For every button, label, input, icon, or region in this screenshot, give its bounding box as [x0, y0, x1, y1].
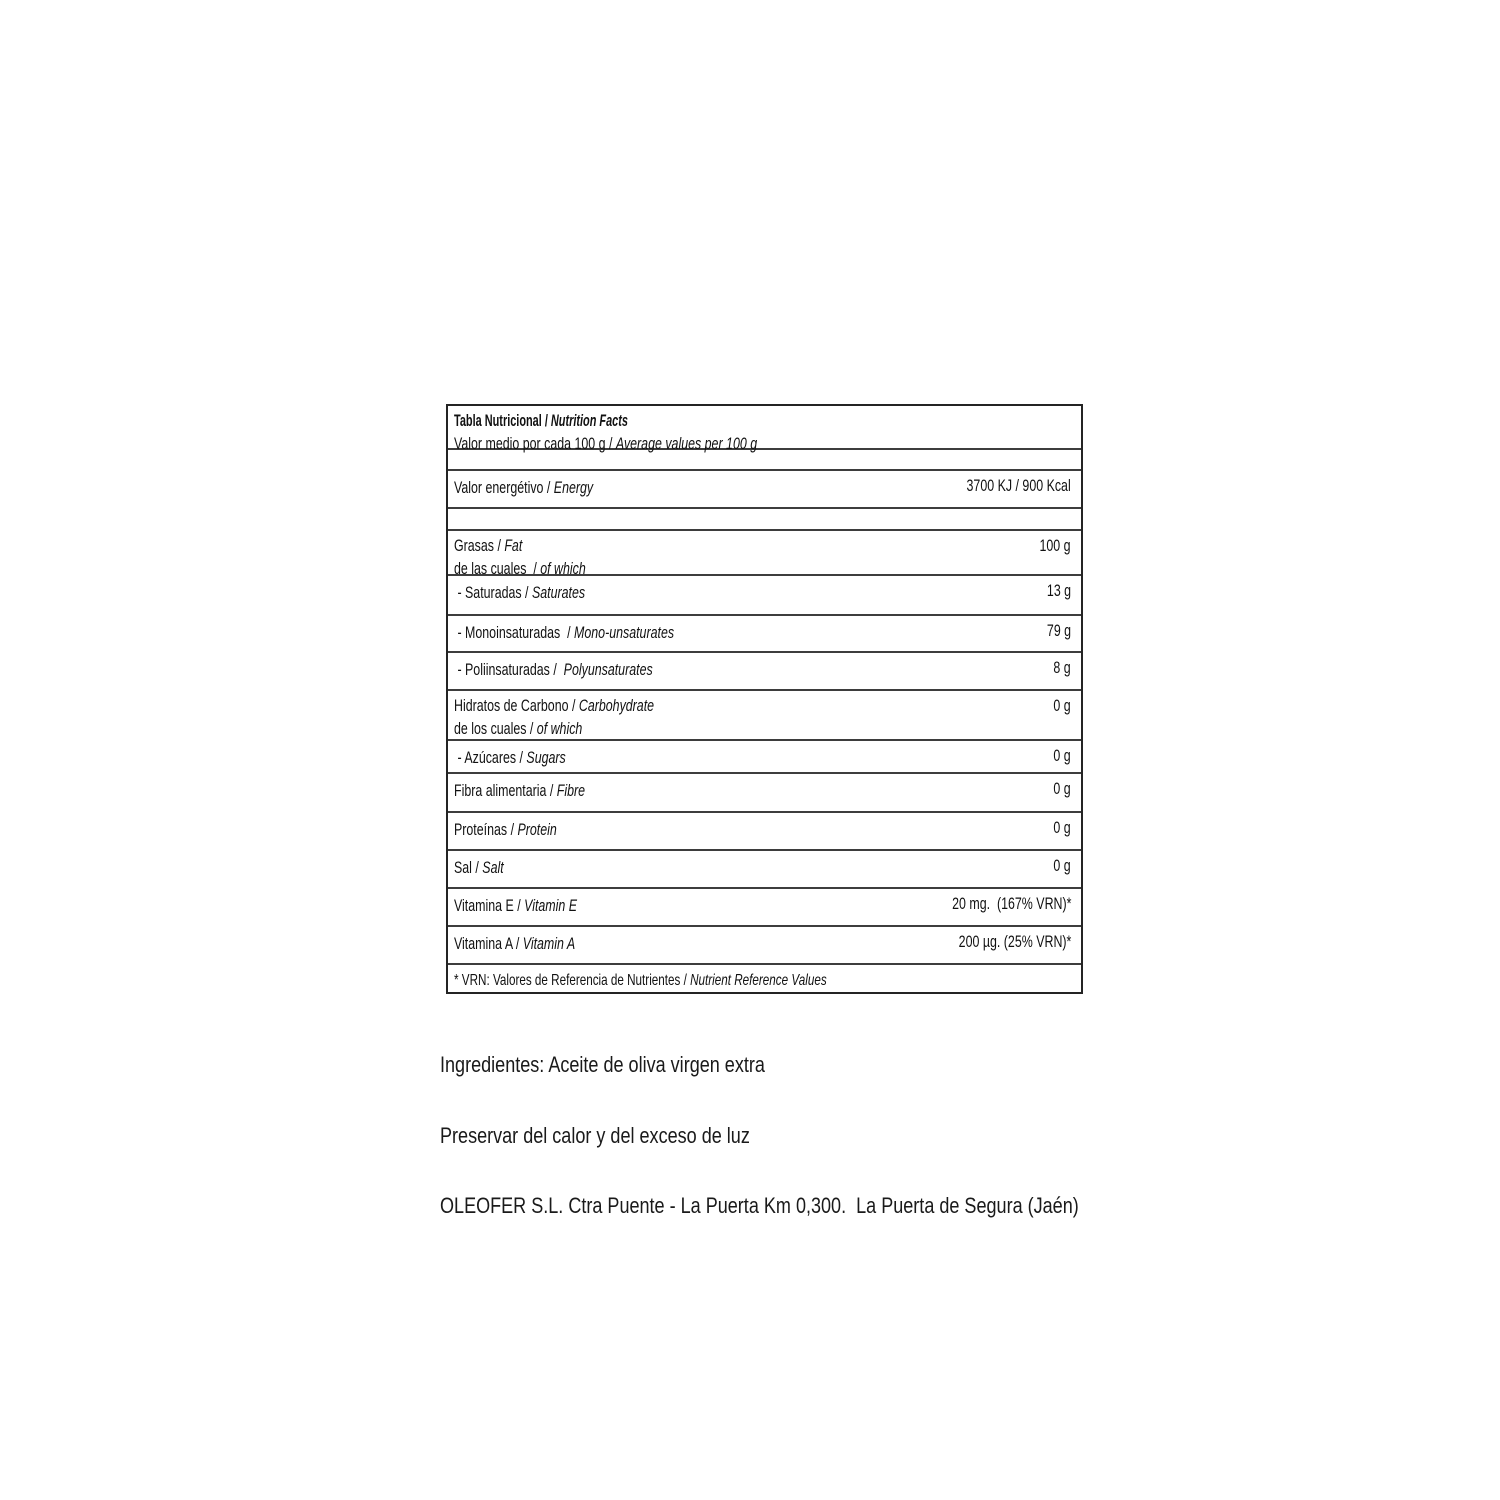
row-value: 100 g [1039, 536, 1071, 555]
table-row-footnote [448, 965, 1081, 992]
table-title [454, 409, 757, 455]
row-value: 0 g [1053, 779, 1071, 798]
table-row-protein [448, 813, 1081, 851]
table-row-carbohydrate [448, 691, 1081, 741]
footnote-text: * VRN: Valores de Referencia de Nutrientes / Nutrient Reference Values [454, 972, 827, 989]
row-label: Grasas / Fat de las cuales / of which [454, 536, 586, 578]
table-row-fibre [448, 774, 1081, 813]
row-value: 200 µg. (25% VRN)* [958, 932, 1071, 951]
row-label: - Azúcares / Sugars [454, 748, 566, 767]
row-value: 0 g [1053, 818, 1071, 837]
spacer-row [448, 509, 1081, 531]
ingredients-line: Ingredientes: Aceite de oliva virgen extra [440, 1052, 765, 1077]
table-row-energy [448, 471, 1081, 509]
nutrition-table [446, 404, 1083, 994]
row-label: Vitamina A / Vitamin A [454, 934, 576, 953]
row-value: 0 g [1053, 746, 1071, 765]
table-row-saturates [448, 576, 1081, 616]
row-label: - Monoinsaturadas / Mono-unsaturates [454, 623, 675, 642]
storage-line: Preservar del calor y del exceso de luz [440, 1122, 750, 1148]
table-row-salt [448, 851, 1081, 889]
row-value: 8 g [1053, 658, 1071, 677]
table-title-es: Tabla Nutricional / [454, 411, 551, 430]
row-label: Valor energétivo / Energy [454, 478, 594, 497]
row-label: Sal / Salt [454, 858, 504, 877]
row-value: 13 g [1046, 581, 1071, 600]
row-label: Vitamina E / Vitamin E [454, 896, 578, 915]
table-row-vitamin-a [448, 927, 1081, 965]
table-row-sugars [448, 741, 1081, 774]
row-label: - Saturadas / Saturates [454, 583, 586, 602]
table-subtitle-en: Average values per 100 g [615, 434, 758, 453]
row-label: - Poliinsaturadas / Polyunsaturates [454, 660, 653, 679]
label-footer [440, 1006, 1079, 1265]
table-row-mono-unsaturates [448, 616, 1081, 653]
table-row-vitamin-e [448, 889, 1081, 927]
row-label: Fibra alimentaria / Fibre [454, 781, 586, 800]
spacer-row [448, 450, 1081, 471]
row-value: 0 g [1053, 696, 1071, 715]
row-value: 79 g [1046, 621, 1071, 640]
producer-line: OLEOFER S.L. Ctra Puente - La Puerta Km 0,300. La Puerta de Segura (Jaén) [440, 1193, 1079, 1218]
table-row-fat [448, 531, 1081, 576]
row-value: 0 g [1053, 856, 1071, 875]
row-label: Hidratos de Carbono / Carbohydrate de los cuales / of which [454, 696, 655, 738]
table-title-en: Nutrition Facts [550, 411, 628, 430]
row-label: Proteínas / Protein [454, 820, 557, 839]
table-subtitle-es: Valor medio por cada 100 g / [454, 434, 616, 453]
row-value: 20 mg. (167% VRN)* [951, 894, 1071, 913]
table-row-header [448, 406, 1081, 453]
row-value: 3700 KJ / 900 Kcal [966, 476, 1071, 495]
table-row-polyunsaturates [448, 653, 1081, 691]
